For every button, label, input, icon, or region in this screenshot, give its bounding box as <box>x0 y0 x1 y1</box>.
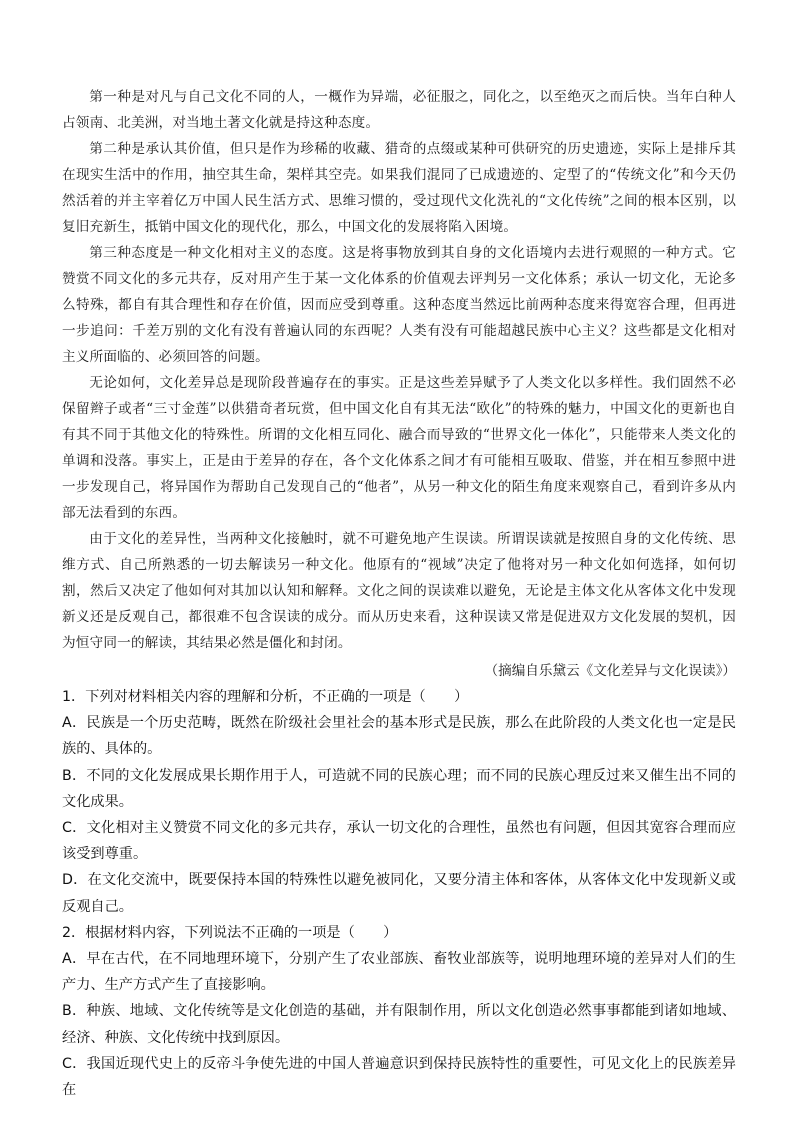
passage-paragraph: 第一种是对凡与自己文化不同的人，一概作为异端，必征服之，同化之，以至绝灭之而后快。当年白种人占领南、北美洲，对当地土著文化就是持这种态度。 <box>62 89 736 131</box>
passage-paragraph: 第三种态度是一种文化相对主义的态度。这是将事物放到其自身的文化语境内去进行观照的一种方式。它赞赏不同文化的多元共存，反对用产生于某一文化体系的价值观去评判另一文化体系；承认一切文化，无论多么特殊，都自有其合理性和存在价值，因而应受到尊重。这种态度当然远比前两种态度来得宽容合理，但再进一步追问：千差万别的文化有没有普遍认同的东西呢？人类有没有可能超越民族中心主义？这些都是文化相对主义所面临的、必须回答的问题。 <box>62 245 736 365</box>
document-page <box>62 84 736 1103</box>
option-a[interactable]: A．早在古代，在不同地理环境下，分别产生了农业部族、畜牧业部族等，说明地理环境的差异对人们的生产力、生产方式产生了直接影响。 <box>62 951 736 994</box>
question-stem: 1．下列对材料相关内容的理解和分析，不正确的一项是（ ） <box>62 689 469 705</box>
option-b[interactable]: B．种族、地域、文化传统等是文化创造的基础，并有限制作用，所以文化创造必然事事都能到诸如地域、经济、种族、文化传统中找到原因。 <box>62 1003 736 1046</box>
option-a[interactable]: A．民族是一个历史范畴，既然在阶级社会里社会的基本形式是民族，那么在此阶段的人类文化也一定是民族的、具体的。 <box>62 715 736 758</box>
question-stem: 2．根据材料内容，下列说法不正确的一项是（ ） <box>62 924 398 941</box>
option-c[interactable]: C．我国近现代史上的反帝斗争使先进的中国人普遍意识到保持民族特性的重要性，可见文化上的民族差异在 <box>62 1055 736 1099</box>
passage-paragraph: 由于文化的差异性，当两种文化接触时，就不可避免地产生误读。所谓误读就是按照自身的文化传统、思维方式、自己所熟悉的一切去解读另一种文化。他原有的“视域”决定了他将对另一种文化如何选择，如何切割，然后又决定了他如何对其加以认知和解释。文化之间的误读难以避免，无论是主体文化从客体文化中发现新义还是反观自己，都很难不包含误读的成分。而从历史来看，这种误读又常是促进双方文化发展的契机，因为恒守同一的解读，其结果必然是僵化和封闭。 <box>62 531 736 651</box>
passage-paragraph: 无论如何，文化差异总是现阶段普遍存在的事实。正是这些差异赋予了人类文化以多样性。我们固然不必保留辫子或者“三寸金莲”以供猎奇者玩赏，但中国文化自有其无法“欧化”的特殊的魅力，中国文化的更新也自有其不同于其他文化的特殊性。所谓的文化相互同化、融合而导致的“世界文化一体化”，只能带来人类文化的单调和没落。事实上，正是由于差异的存在，各个文化体系之间才有可能相互吸取、借鉴，并在相互参照中进一步发现自己，将异国作为帮助自己发现自己的“他者”，从另一种文化的陌生角度来观察自己，看到许多从内部无法看到的东西。 <box>62 375 736 521</box>
option-b[interactable]: B．不同的文化发展成果长期作用于人，可造就不同的民族心理；而不同的民族心理反过来又催生出不同的文化成果。 <box>62 767 736 810</box>
question-1 <box>62 684 736 920</box>
passage-paragraph: 第二种是承认其价值，但只是作为珍稀的收藏、猎奇的点缀或某种可供研究的历史遗迹，实际上是排斥其在现实生活中的作用，抽空其生命，架样其空壳。如果我们混同了已成遗迹的、定型了的“传统文化”和今天仍然活着的并主宰着亿万中国人民生活方式、思维习惯的，受过现代文化洗礼的“文化传统”之间的根本区别，以复旧充新生，抵销中国文化的现代化，那么，中国文化的发展将陷入困境。 <box>62 141 736 235</box>
reading-passage <box>62 84 736 684</box>
question-list <box>62 684 736 1103</box>
option-c[interactable]: C．文化相对主义赞赏不同文化的多元共存，承认一切文化的合理性，虽然也有问题，但因其宽容合理而应该受到尊重。 <box>62 820 736 863</box>
passage-source: （摘编自乐黛云《文化差异与文化误读》） <box>484 663 736 679</box>
question-2 <box>62 920 736 1103</box>
option-d[interactable]: D．在文化交流中，既要保持本国的特殊性以避免被同化，又要分清主体和客体，从客体文化中发现新义或反观自己。 <box>62 872 736 915</box>
